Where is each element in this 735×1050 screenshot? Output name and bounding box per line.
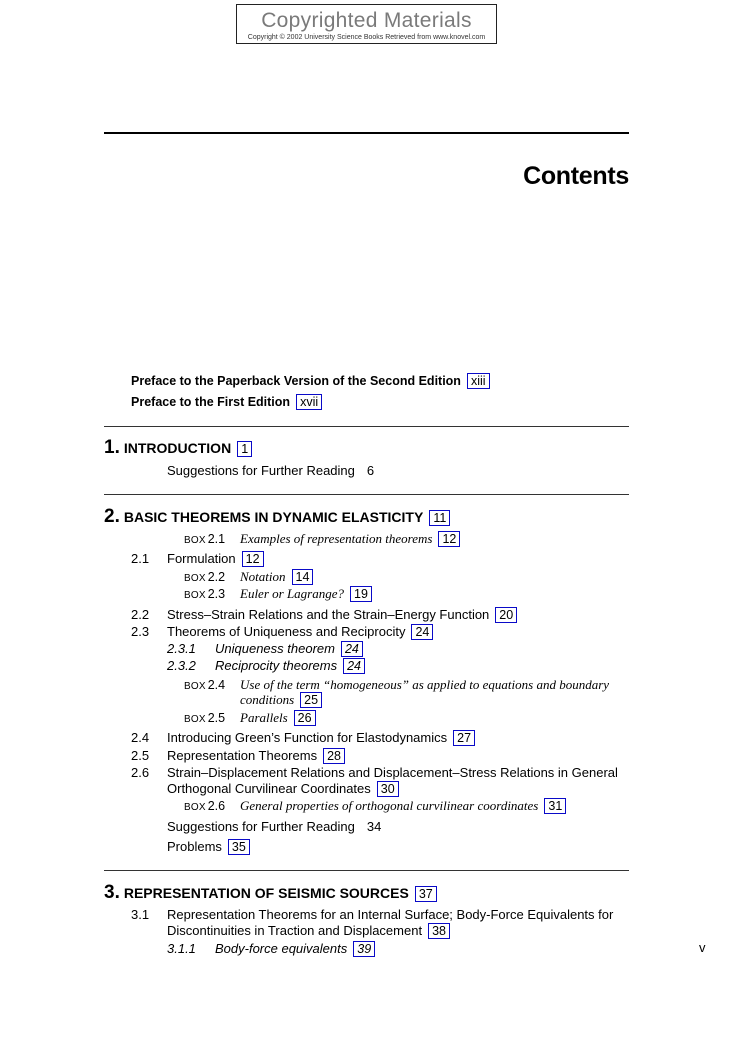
watermark-title: Copyrighted Materials bbox=[261, 9, 472, 32]
section-divider bbox=[104, 426, 629, 427]
section-title: Representation Theorems 28 bbox=[167, 747, 345, 764]
page-link[interactable]: 27 bbox=[453, 730, 475, 746]
toc-box-entry bbox=[184, 530, 457, 549]
chapter-title: BASIC THEOREMS IN DYNAMIC ELASTICITY bbox=[123, 509, 424, 525]
page-link[interactable]: 1 bbox=[237, 441, 252, 457]
subsection-number: 2.3.1 bbox=[167, 641, 196, 656]
box-number: 2.6 bbox=[207, 799, 226, 813]
page-link[interactable]: 35 bbox=[228, 839, 250, 855]
toc-entry-title: Suggestions for Further Reading bbox=[167, 463, 355, 478]
section-divider bbox=[104, 870, 629, 871]
page-link[interactable]: 11 bbox=[429, 510, 450, 526]
page-link[interactable]: 14 bbox=[292, 569, 314, 585]
toc-entry bbox=[167, 838, 250, 855]
section-number: 2.6 bbox=[131, 765, 150, 780]
toc-box-entry bbox=[184, 676, 610, 695]
box-label: BOX bbox=[184, 535, 206, 546]
page-link[interactable]: xvii bbox=[296, 394, 322, 410]
box-number: 2.4 bbox=[207, 678, 226, 692]
box-title: Parallels 26 bbox=[240, 709, 316, 726]
box-title: Notation 14 bbox=[240, 568, 313, 585]
box-label: BOX bbox=[184, 714, 206, 725]
page-link[interactable]: 26 bbox=[294, 710, 316, 726]
chapter-title: INTRODUCTION bbox=[123, 440, 232, 456]
toc-entry bbox=[167, 462, 374, 479]
page-link[interactable]: 30 bbox=[377, 781, 399, 797]
box-title: Use of the term “homogeneous” as applied to equations and boundary bbox=[240, 677, 610, 692]
section-number: 2.4 bbox=[131, 730, 150, 745]
page-link[interactable]: 24 bbox=[341, 641, 363, 657]
top-rule bbox=[104, 132, 629, 134]
chapter-number: 2. bbox=[104, 506, 120, 527]
page-number: 34 bbox=[366, 819, 382, 834]
box-number: 2.5 bbox=[207, 711, 226, 725]
box-title-continuation: conditions bbox=[240, 692, 295, 707]
section-title: Representation Theorems for an Internal Surface; Body-Force Equivalents for bbox=[167, 907, 614, 922]
toc-entry-title: Preface to the Paperback Version of the Second Edition bbox=[131, 374, 461, 388]
page-title: Contents bbox=[523, 162, 629, 190]
page-link[interactable]: 28 bbox=[323, 748, 345, 764]
box-title: General properties of orthogonal curvilinear coordinates 31 bbox=[240, 797, 566, 814]
toc-chapter-entry bbox=[104, 437, 252, 460]
toc-section-entry-continuation bbox=[167, 922, 450, 939]
section-divider bbox=[104, 494, 629, 495]
toc-section-entry-continuation bbox=[167, 780, 399, 797]
toc-box-entry-continuation bbox=[240, 691, 322, 708]
subsection-title: Body-force equivalents 39 bbox=[215, 940, 375, 957]
page-link[interactable]: 37 bbox=[415, 886, 437, 902]
subsection-title: Reciprocity theorems 24 bbox=[215, 657, 365, 674]
page-link[interactable]: 24 bbox=[343, 658, 365, 674]
page-link[interactable]: 25 bbox=[300, 692, 322, 708]
page-link[interactable]: 31 bbox=[544, 798, 566, 814]
section-title: Stress–Strain Relations and the Strain–Energy Function 20 bbox=[167, 606, 517, 623]
section-title: Formulation 12 bbox=[167, 550, 264, 567]
section-title-continuation: Orthogonal Curvilinear Coordinates bbox=[167, 781, 371, 796]
page-link[interactable]: 12 bbox=[242, 551, 264, 567]
toc-box-entry bbox=[184, 585, 368, 604]
subsection-number: 2.3.2 bbox=[167, 658, 196, 673]
toc-chapter-entry bbox=[104, 882, 437, 905]
toc-entry-title: Preface to the First Edition bbox=[131, 395, 291, 409]
chapter-title: REPRESENTATION OF SEISMIC SOURCES bbox=[123, 885, 409, 901]
section-title-continuation: Discontinuities in Traction and Displacement bbox=[167, 923, 423, 938]
toc-box-entry bbox=[184, 797, 563, 816]
section-number: 2.5 bbox=[131, 748, 150, 763]
section-number: 2.3 bbox=[131, 624, 150, 639]
page-link[interactable]: 39 bbox=[353, 941, 375, 957]
page-number: 6 bbox=[366, 463, 375, 478]
box-title: Examples of representation theorems 12 bbox=[240, 530, 460, 547]
box-number: 2.1 bbox=[207, 532, 226, 546]
box-number: 2.3 bbox=[207, 587, 226, 601]
page-folio: v bbox=[699, 940, 706, 955]
toc-subsection-entry bbox=[167, 940, 372, 957]
toc-box-entry bbox=[184, 709, 312, 728]
box-label: BOX bbox=[184, 681, 206, 692]
subsection-number: 3.1.1 bbox=[167, 941, 196, 956]
section-number: 2.2 bbox=[131, 607, 150, 622]
toc-chapter-entry bbox=[104, 506, 450, 529]
toc-entry-title: Suggestions for Further Reading bbox=[167, 819, 355, 834]
page-link[interactable]: 38 bbox=[428, 923, 450, 939]
watermark-subtitle: Copyright © 2002 University Science Books Retrieved from www.knovel.com bbox=[247, 34, 486, 41]
toc-preface-entry bbox=[131, 394, 322, 411]
page-link[interactable]: 19 bbox=[350, 586, 372, 602]
page-link[interactable]: 24 bbox=[411, 624, 433, 640]
section-title: Theorems of Uniqueness and Reciprocity 24 bbox=[167, 623, 433, 640]
chapter-number: 3. bbox=[104, 882, 120, 903]
toc-subsection-entry bbox=[167, 640, 359, 657]
page-link[interactable]: 12 bbox=[438, 531, 460, 547]
section-title: Introducing Green’s Function for Elastodynamics 27 bbox=[167, 729, 475, 746]
chapter-number: 1. bbox=[104, 437, 120, 458]
subsection-title: Uniqueness theorem 24 bbox=[215, 640, 363, 657]
toc-subsection-entry bbox=[167, 657, 362, 674]
toc-preface-entry bbox=[131, 373, 490, 390]
box-title: Euler or Lagrange? 19 bbox=[240, 585, 372, 602]
box-label: BOX bbox=[184, 590, 206, 601]
toc-entry bbox=[167, 818, 381, 835]
box-label: BOX bbox=[184, 802, 206, 813]
page-link[interactable]: xiii bbox=[467, 373, 490, 389]
copyright-watermark bbox=[236, 4, 497, 44]
section-title: Strain–Displacement Relations and Displacement–Stress Relations in General bbox=[167, 765, 618, 780]
section-number: 2.1 bbox=[131, 551, 150, 566]
toc-entry-title: Problems bbox=[167, 839, 222, 854]
box-number: 2.2 bbox=[207, 570, 226, 584]
box-label: BOX bbox=[184, 573, 206, 584]
section-number: 3.1 bbox=[131, 907, 150, 922]
page-link[interactable]: 20 bbox=[495, 607, 517, 623]
